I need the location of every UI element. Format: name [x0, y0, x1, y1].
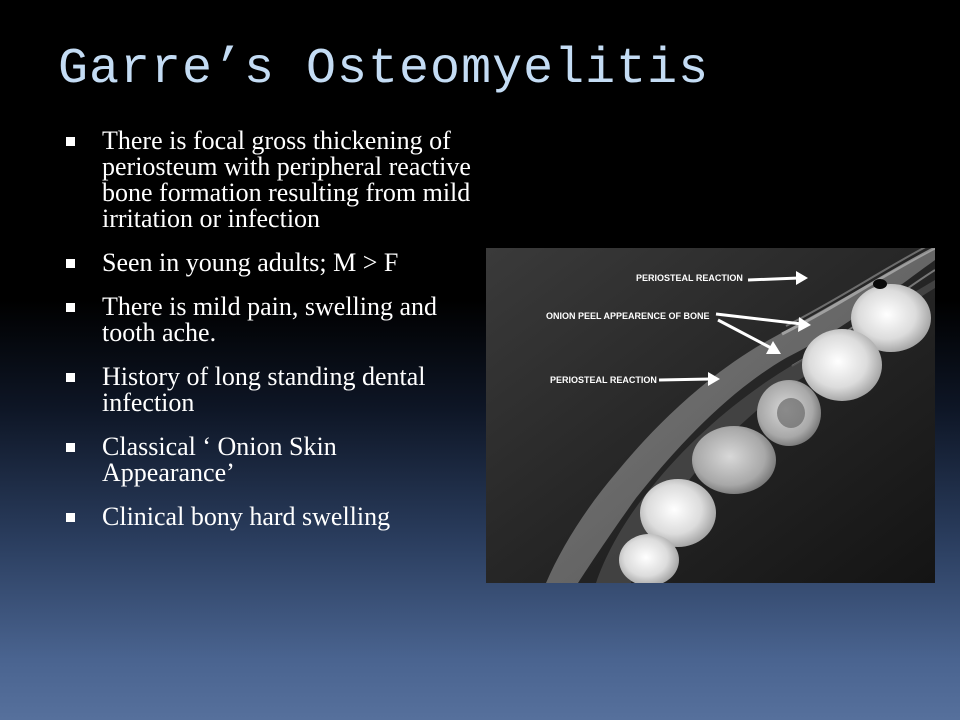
- square-bullet-icon: [66, 137, 75, 146]
- bullet-text: Classical ‘ Onion Skin Appearance’: [102, 432, 337, 487]
- tooth-crown: [692, 426, 776, 494]
- square-bullet-icon: [66, 513, 75, 522]
- bullet-text: There is focal gross thickening of periosteum with peripheral reactive bone formation resulting from mild irritation or infection: [102, 126, 471, 233]
- tooth-pulp: [777, 398, 805, 428]
- square-bullet-icon: [66, 443, 75, 452]
- bullet-list: [64, 128, 474, 548]
- bullet-item: [64, 250, 474, 276]
- arrow-periosteal-bottom: [659, 379, 711, 380]
- square-bullet-icon: [66, 303, 75, 312]
- square-bullet-icon: [66, 373, 75, 382]
- bullet-item: [64, 504, 474, 530]
- bullet-item: [64, 434, 474, 486]
- bullet-text: There is mild pain, swelling and tooth ache.: [102, 292, 438, 347]
- bullet-item: [64, 294, 474, 346]
- slide-title: Garre’s Osteomyelitis: [58, 41, 710, 98]
- arrow-periosteal-top: [748, 278, 799, 280]
- bullet-text: Clinical bony hard swelling: [102, 502, 391, 531]
- square-bullet-icon: [66, 259, 75, 268]
- label-periosteal-bottom: PERIOSTEAL REACTION: [550, 375, 657, 385]
- tooth-crown: [802, 329, 882, 401]
- label-periosteal-top: PERIOSTEAL REACTION: [636, 273, 743, 283]
- bullet-text: History of long standing dental infection: [102, 362, 426, 417]
- bullet-item: [64, 364, 474, 416]
- label-onion-peel: ONION PEEL APPEARENCE OF BONE: [546, 311, 710, 321]
- radiolucent-spot: [873, 279, 887, 289]
- bullet-item: [64, 128, 474, 232]
- xray-image: [486, 248, 935, 583]
- bullet-text: Seen in young adults; M > F: [102, 248, 399, 277]
